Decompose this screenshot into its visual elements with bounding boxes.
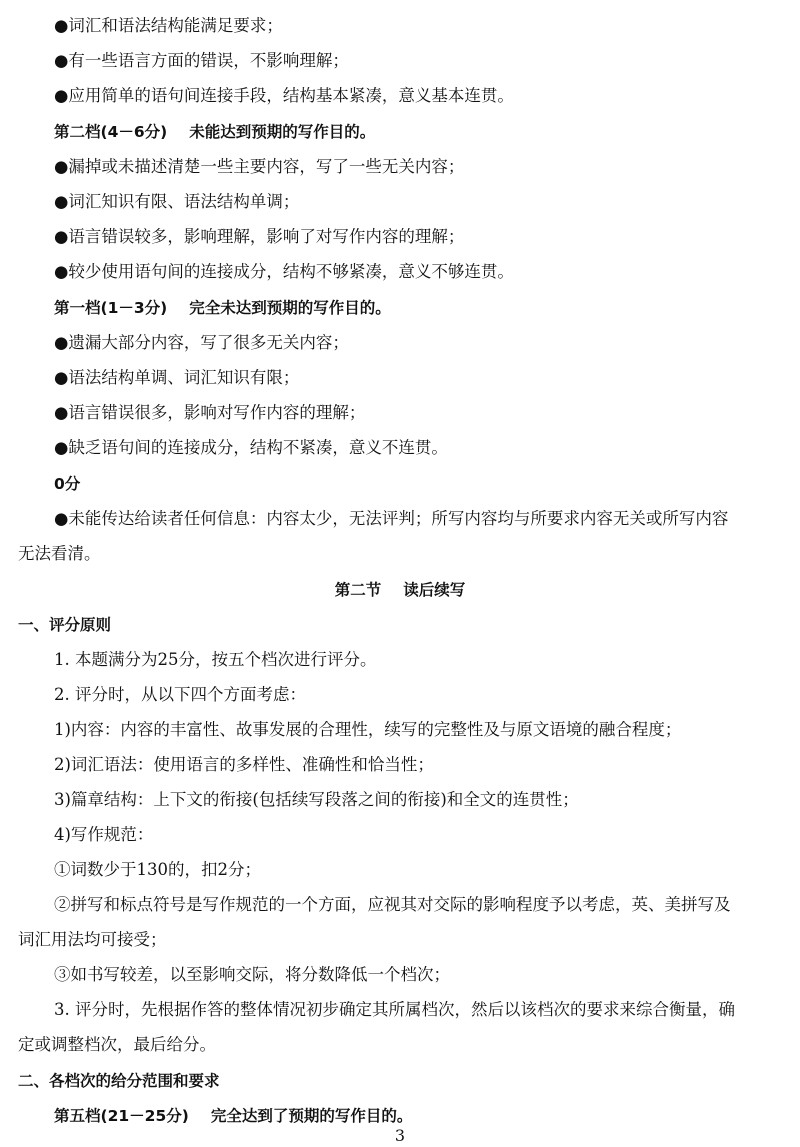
criterion-item: ●词汇知识有限、语法结构单调；	[54, 192, 300, 211]
grade-1-label: 第一档(1－3分)	[54, 299, 168, 317]
principles-heading: 一、评分原则	[18, 616, 112, 634]
principle-line: ③如书写较差，以至影响交际，将分数降低一个档次；	[54, 965, 450, 984]
criterion-item: ●语法结构单调、词汇知识有限；	[54, 368, 300, 387]
grade-5-heading	[54, 1106, 474, 1126]
grade-5-label: 第五档(21－25分)	[54, 1107, 189, 1125]
criterion-item: ●词汇和语法结构能满足要求；	[54, 16, 283, 35]
criterion-item: ●遗漏大部分内容，写了很多无关内容；	[54, 333, 349, 352]
section-number: 第二节	[334, 581, 382, 599]
ranges-heading: 二、各档次的给分范围和要求	[18, 1072, 220, 1090]
criterion-item: ●语言错误很多，影响对写作内容的理解；	[54, 403, 366, 422]
principle-line: 2. 评分时，从以下四个方面考虑：	[54, 685, 306, 704]
grade-0-heading: 0分	[54, 475, 81, 493]
grade-2-desc: 未能达到预期的写作目的。	[189, 123, 376, 141]
criterion-item: ●漏掉或未描述清楚一些主要内容，写了一些无关内容；	[54, 157, 465, 176]
section-name: 读后续写	[403, 581, 466, 599]
grade-2-label: 第二档(4－6分)	[54, 123, 168, 141]
principle-line: ②拼写和标点符号是写作规范的一个方面，应视其对交际的影响程度予以考虑，英、美拼写及	[54, 895, 731, 914]
principle-line: ①词数少于130的，扣2分；	[54, 860, 261, 879]
principle-line: 1. 本题满分为25分，按五个档次进行评分。	[54, 650, 377, 669]
principle-line: 4)写作规范：	[54, 825, 154, 844]
criterion-item: ●缺乏语句间的连接成分，结构不紧凑，意义不连贯。	[54, 438, 448, 457]
principle-line: 3. 评分时，先根据作答的整体情况初步确定其所属档次，然后以该档次的要求来综合衡量，确	[54, 1000, 735, 1019]
grade-1-desc: 完全未达到预期的写作目的。	[189, 299, 391, 317]
criterion-item: ●语言错误较多，影响理解，影响了对写作内容的理解；	[54, 227, 465, 246]
criterion-item: ●未能传达给读者任何信息：内容太少，无法评判；所写内容均与所要求内容无关或所写内容	[54, 509, 729, 528]
grade-5-desc: 完全达到了预期的写作目的。	[210, 1107, 413, 1125]
section-title	[0, 580, 800, 600]
criterion-item-continued: 无法看清。	[18, 544, 101, 563]
grade-1-heading	[54, 298, 800, 318]
criterion-item: ●应用简单的语句间连接手段，结构基本紧凑，意义基本连贯。	[54, 86, 514, 105]
principle-line: 3)篇章结构：上下文的衔接(包括续写段落之间的衔接)和全文的连贯性；	[54, 790, 579, 809]
page-number: 3	[394, 1126, 406, 1145]
criterion-item: ●较少使用语句间的连接成分，结构不够紧凑，意义不够连贯。	[54, 262, 514, 281]
grade-2-heading	[54, 122, 800, 142]
principle-line-continued: 定或调整档次，最后给分。	[18, 1035, 216, 1054]
criterion-item: ●有一些语言方面的错误，不影响理解；	[54, 51, 349, 70]
principle-line: 2)词汇语法：使用语言的多样性、准确性和恰当性；	[54, 755, 434, 774]
principle-line: 1)内容：内容的丰富性、故事发展的合理性，续写的完整性及与原文语境的融合程度；	[54, 720, 682, 739]
principle-line-continued: 词汇用法均可接受；	[18, 930, 167, 949]
